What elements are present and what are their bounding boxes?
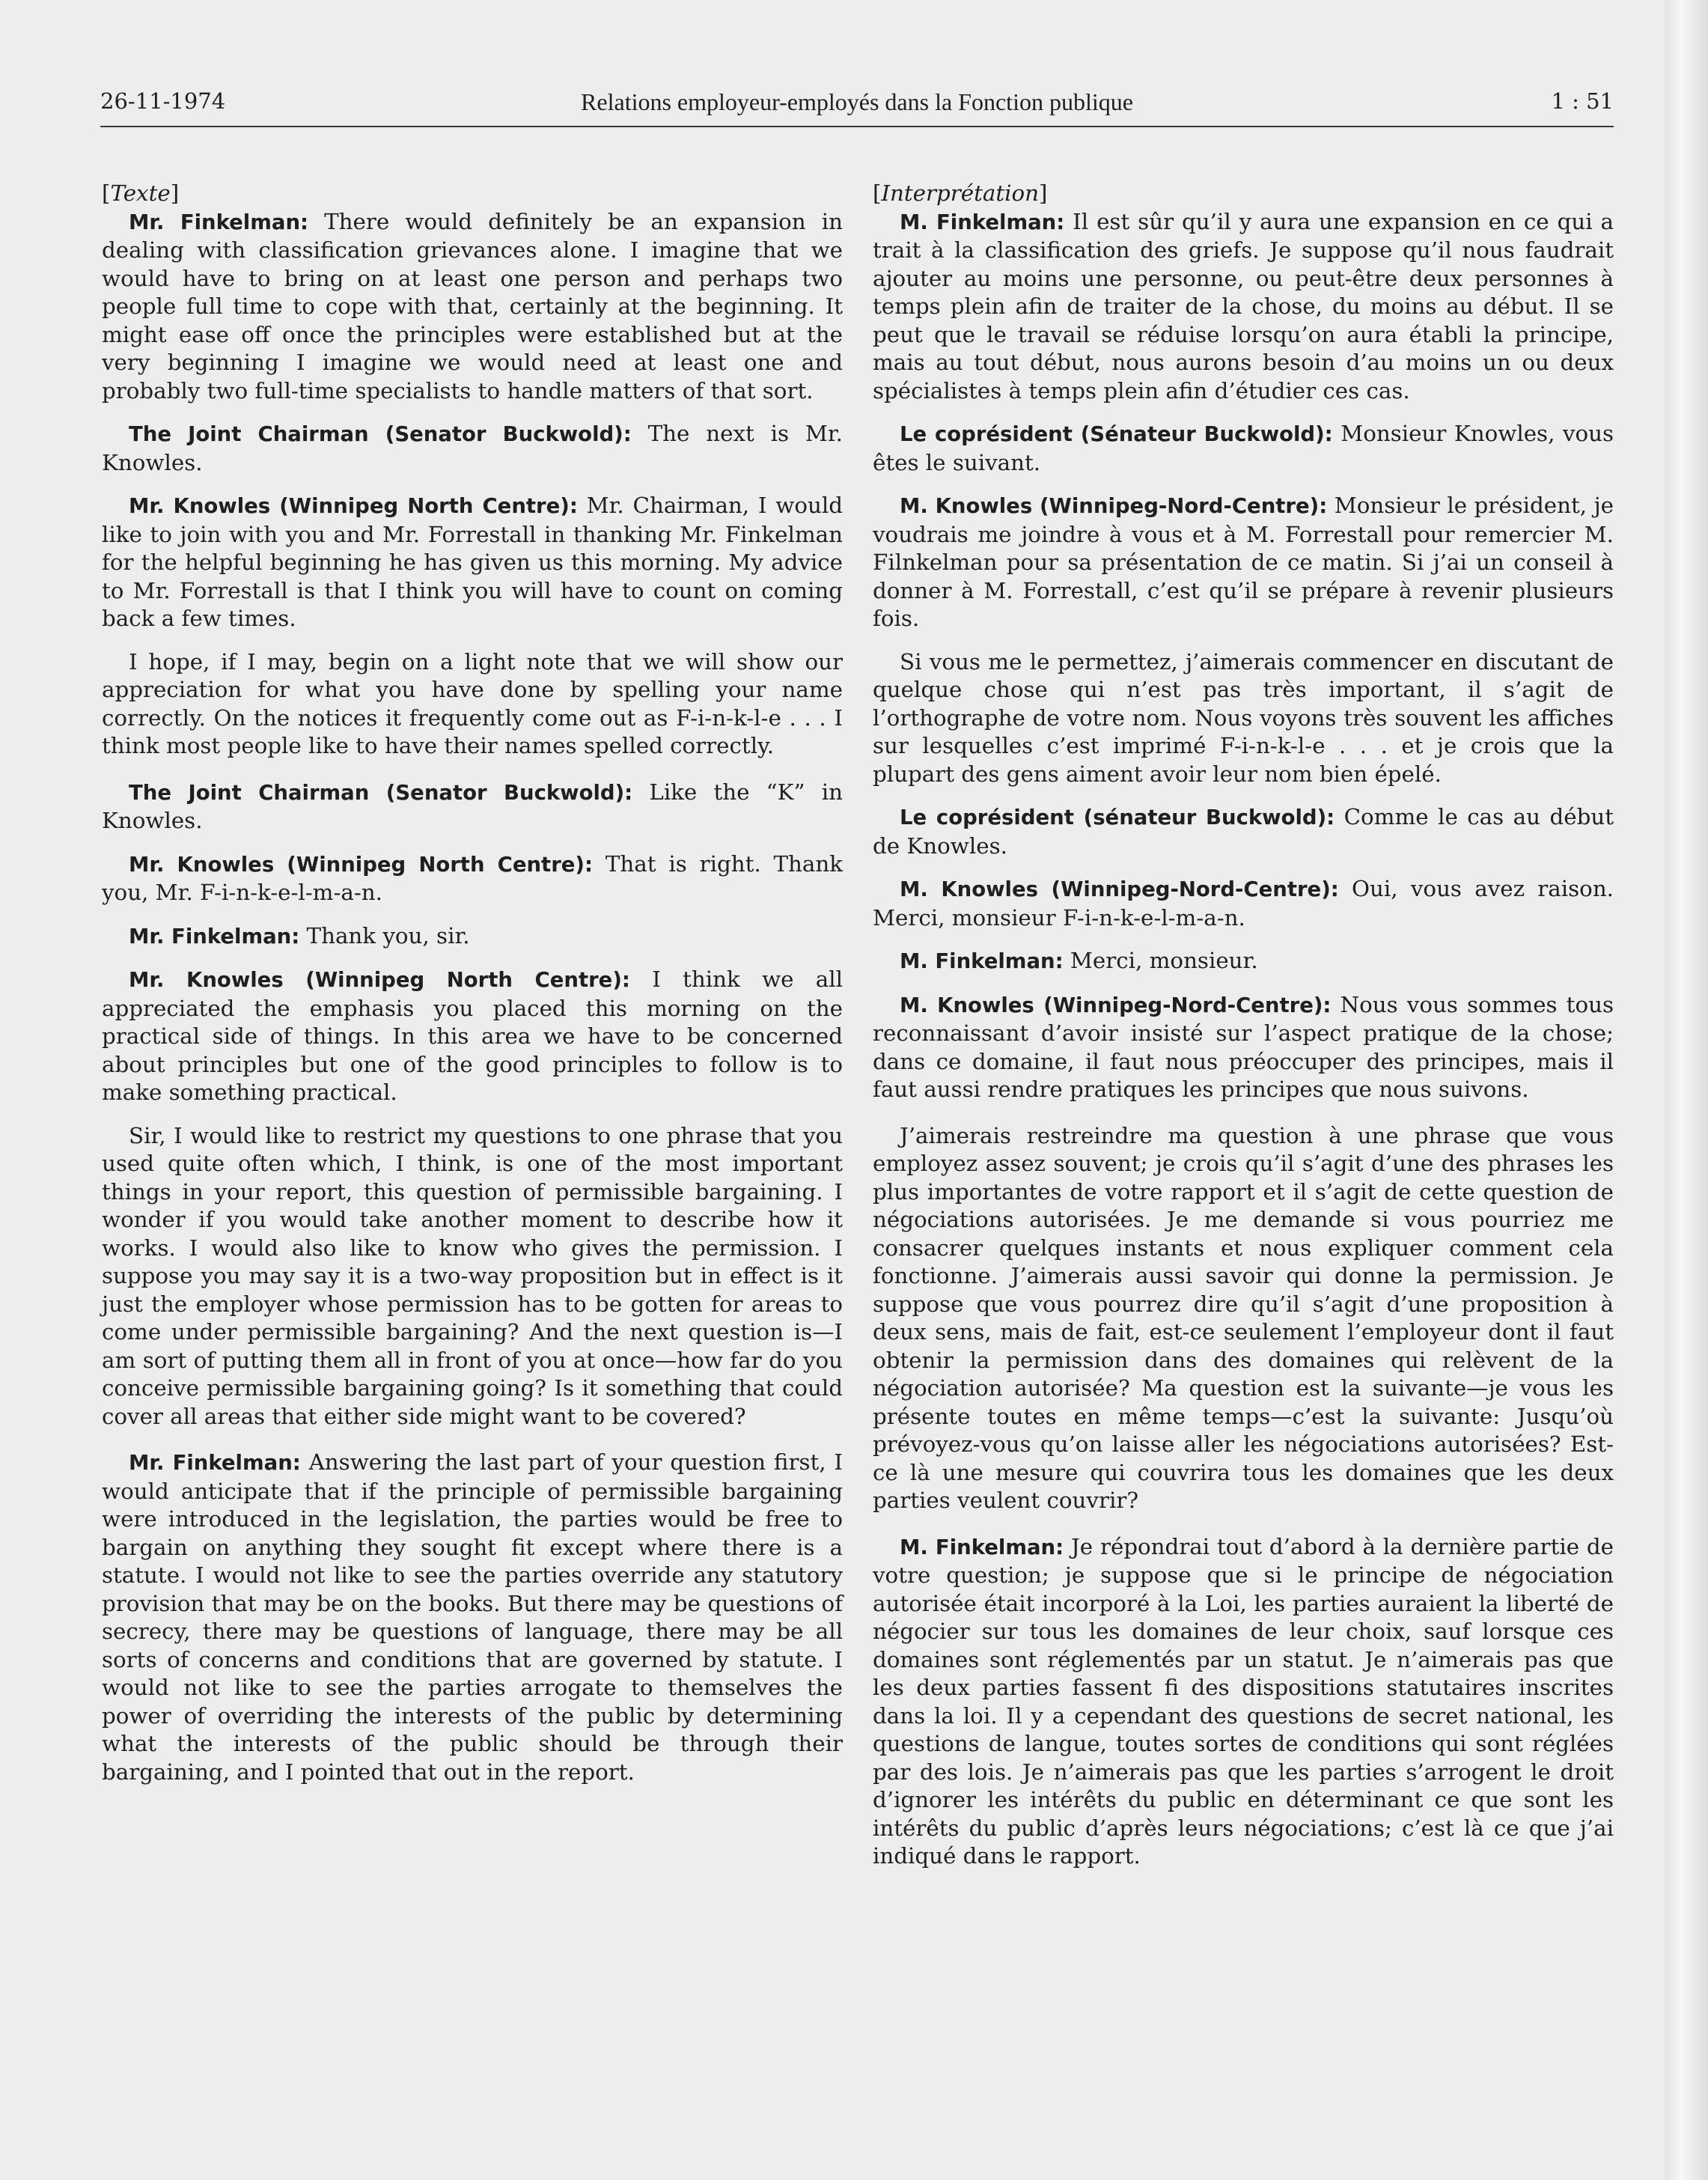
speaker-name: The Joint Chairman (Senator Buckwold):	[129, 780, 633, 805]
paragraph: The Joint Chairman (Senator Buckwold): Like the “K” in Knowles.	[102, 779, 843, 833]
speaker-name: Le coprésident (Sénateur Buckwold):	[900, 422, 1333, 446]
paragraph: M. Finkelman: Je répondrai tout d’abord à la dernière partie de votre question; je suppose que si le principe de négociation autorisée était incorporé à la Loi, les parties auraient la liberté de négocier sur tous les domaines de leur choix, sauf lorsque ces domaines sont réglementés par un statut. Je n’aimerais pas que les deux parties fassent fi des dispositions statutaires inscrites dans la loi. Il y a cependant des questions de secret national, les questions de langue, toutes sortes de conditions qui sont réglées par des lois. Je n’aimerais pas que les parties s’arrogent le droit d’ignorer les intérêts du public en déterminant ce que sont les intérêts du public d’après leurs négociations; c’est là ce que j’ai indiqué dans le rapport.	[873, 1533, 1614, 1869]
paragraph: Le coprésident (Sénateur Buckwold): Monsieur Knowles, vous êtes le suivant.	[873, 421, 1614, 475]
paragraph: M. Knowles (Winnipeg-Nord-Centre): Nous vous sommes tous reconnaissant d’avoir insisté sur l’aspect pratique de la chose; dans ce domaine, il faut nous préoccuper des principes, mais il faut aussi rendre pratiques les principes que nous suivons.	[873, 991, 1614, 1102]
page-edge	[1665, 0, 1708, 2180]
section-tag: [Texte]	[102, 180, 180, 206]
french-column	[873, 180, 1614, 1886]
speaker-name: Mr. Knowles (Winnipeg North Centre):	[129, 968, 630, 992]
speaker-name: Mr. Knowles (Winnipeg North Centre):	[129, 852, 593, 877]
header-page-number: 1 : 51	[1551, 88, 1614, 114]
header-date: 26-11-1974	[100, 88, 226, 114]
paragraph: M. Finkelman: Il est sûr qu’il y aura une expansion en ce qui a trait à la classification des griefs. Je suppose qu’il nous faudrait ajouter au moins une personne, ou peut-être deux personnes à temps plein afin de traiter de la chose, du moins au début. Il se peut que le travail se réduise lorsqu’on aura établi la principe, mais au tout début, nous aurons besoin d’au moins un ou deux spécialistes à temps plein afin d’étudier ces cas.	[873, 208, 1614, 404]
speaker-name: The Joint Chairman (Senator Buckwold):	[129, 422, 632, 446]
speaker-name: M. Knowles (Winnipeg-Nord-Centre):	[900, 993, 1332, 1017]
paragraph: J’aimerais restreindre ma question à une phrase que vous employez assez souvent; je crois qu’il s’agit d’une des phrases les plus importantes de votre rapport et il s’agit de cette question de négociations autorisées. Je me demande si vous pourriez me consacrer quelques instants et nous expliquer comment cela fonctionne. J’aimerais aussi savoir qui donne la permission. Je suppose que vous pourrez dire qu’il s’agit d’une proposition à deux sens, mais de fait, est-ce seulement l’employeur dont il faut obtenir la permission dans des domaines qui relèvent de la négociation autorisée? Ma question est la suivante—je vous les présente toutes en même temps—c’est la suivante: Jusqu’où prévoyez-vous qu’on laisse aller les négociations autorisées? Est-ce là une mesure qui couvrira tous les domaines que les deux parties veulent couvrir?	[873, 1122, 1614, 1513]
speaker-name: M. Finkelman:	[900, 1535, 1064, 1559]
paragraph: Le coprésident (sénateur Buckwold): Comme le cas au début de Knowles.	[873, 804, 1614, 859]
paragraph: Sir, I would like to restrict my questions to one phrase that you used quite often which, I think, is one of the most important things in your report, this question of permissible bargaining. I wonder if you would take another moment to describe how it works. I would also like to know who gives the permission. I suppose you may say it is a two-way proposition but in effect is it just the employer whose permission has to be gotten for areas to come under permissible bargaining? And the next question is—I am sort of putting them all in front of you at once—how far do you conceive permissible bargaining going? Is it something that could cover all areas that either side might want to be covered?	[102, 1122, 843, 1429]
paragraph: M. Knowles (Winnipeg-Nord-Centre): Oui, vous avez raison. Merci, monsieur F-i-n-k-e-l-m-a-n.	[873, 876, 1614, 931]
paragraph: The Joint Chairman (Senator Buckwold): The next is Mr. Knowles.	[102, 421, 843, 475]
speaker-name: M. Finkelman:	[900, 949, 1064, 973]
paragraph: Mr. Finkelman: Answering the last part of your question first, I would anticipate that if the principle of permissible bargaining were introduced in the legislation, the parties would be free to bargain on anything they sought fit except where there is a statute. I would not like to see the parties override any statutory provision that may be on the books. But there may be questions of secrecy, there may be questions of language, there may be all sorts of concerns and conditions that are governed by statute. I would not like to see the parties arrogate to themselves the power of overriding the interests of the public by determining what the interests of the public should be through their bargaining, and I pointed that out in the report.	[102, 1449, 843, 1785]
speaker-name: M. Finkelman:	[900, 210, 1065, 234]
paragraph: M. Knowles (Winnipeg-Nord-Centre): Monsieur le président, je voudrais me joindre à vous et à M. Forrestall pour remercier M. Filnkelman pour sa présentation de ce matin. Si j’ai un conseil à donner à M. Forrestall, c’est qu’il se prépare à revenir plusieurs fois.	[873, 493, 1614, 631]
speaker-name: Mr. Finkelman:	[129, 210, 309, 234]
speaker-name: M. Knowles (Winnipeg-Nord-Centre):	[900, 494, 1328, 518]
paragraph: Si vous me le permettez, j’aimerais commencer en discutant de quelque chose qui n’est pas très important, il s’agit de l’orthographe de votre nom. Nous voyons très souvent les affiches sur lesquelles c’est imprimé F-i-n-k-l-e . . . et je crois que la plupart des gens aiment avoir leur nom bien épelé.	[873, 648, 1614, 787]
paragraph: I hope, if I may, begin on a light note that we will show our appreciation for what you have done by spelling your name correctly. On the notices it frequently come out as F-i-n-k-l-e . . . I think most people like to have their names spelled correctly.	[102, 648, 843, 758]
english-column	[102, 180, 843, 1801]
paragraph: Mr. Knowles (Winnipeg North Centre): Mr. Chairman, I would like to join with you and Mr. Forrestall in thanking Mr. Finkelman for the helpful beginning he has given us this morning. My advice to Mr. Forrestall is that I think you will have to count on coming back a few times.	[102, 493, 843, 631]
speaker-name: Mr. Finkelman:	[129, 1451, 301, 1475]
speaker-name: Le coprésident (sénateur Buckwold):	[900, 806, 1335, 829]
speaker-name: Mr. Knowles (Winnipeg North Centre):	[129, 494, 578, 518]
header-title: Relations employeur-employés dans la Fonction publique	[581, 88, 1133, 115]
paragraph: Mr. Finkelman: There would definitely be an expansion in dealing with classification grievances alone. I imagine that we would have to bring on at least one person and perhaps two people full time to cope with that, certainly at the beginning. It might ease off once the principles were established but at the very beginning I imagine we would need at least one and probably two full-time specialists to handle matters of that sort.	[102, 208, 843, 404]
paragraph: Mr. Finkelman: Thank you, sir.	[129, 922, 470, 949]
speaker-name: Mr. Finkelman:	[129, 924, 300, 949]
paragraph: Mr. Knowles (Winnipeg North Centre): I think we all appreciated the emphasis you placed this morning on the practical side of things. In this area we have to be concerned about principles but one of the good principles to follow is to make something practical.	[102, 966, 844, 1105]
section-tag: [Interprétation]	[873, 180, 1048, 206]
running-header	[100, 84, 1614, 127]
paragraph: M. Finkelman: Merci, monsieur.	[900, 948, 1258, 973]
paragraph: Mr. Knowles (Winnipeg North Centre): That is right. Thank you, Mr. F-i-n-k-e-l-m-a-n.	[102, 850, 844, 905]
speaker-name: M. Knowles (Winnipeg-Nord-Centre):	[900, 877, 1339, 901]
